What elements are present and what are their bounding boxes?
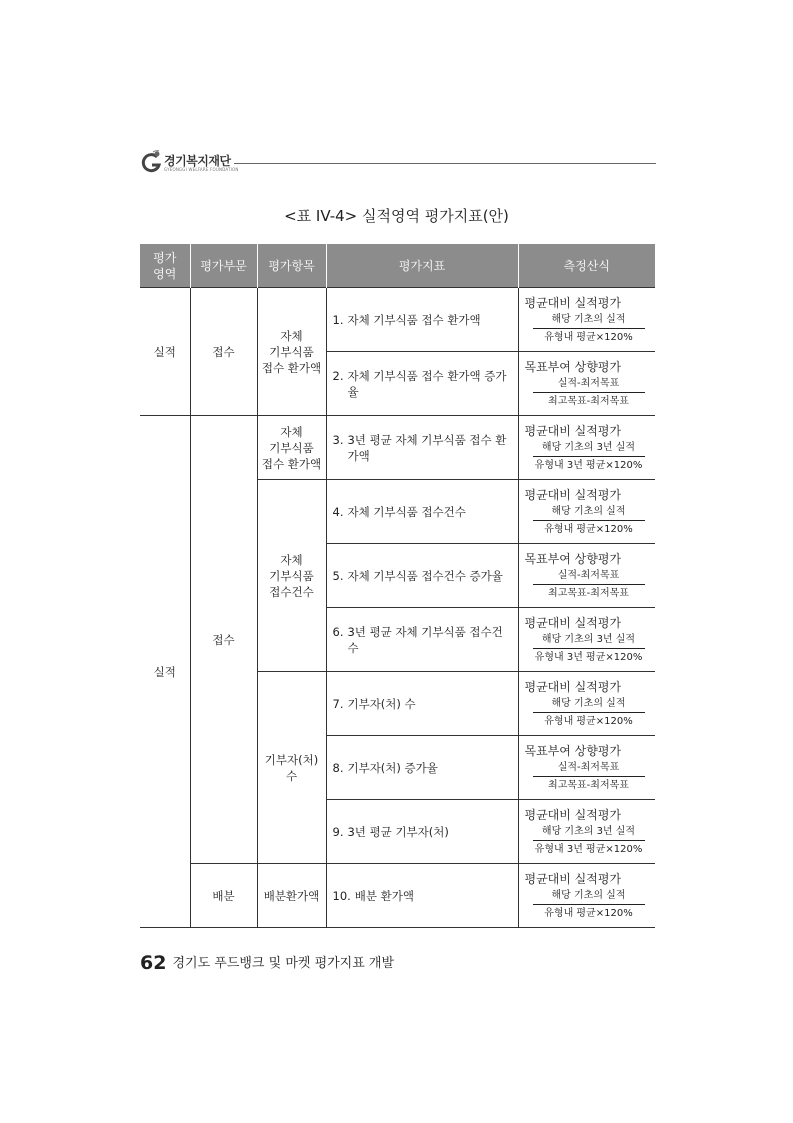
formula-denominator: 유형내 평균×120% xyxy=(544,908,633,919)
formula-numerator: 실적-최저목표 xyxy=(533,569,645,585)
indicator-cell xyxy=(326,736,518,800)
item-cell: 자체 기부식품 접수 환가액 xyxy=(257,416,326,480)
formula-numerator: 해당 기초의 실적 xyxy=(533,697,645,713)
formula-cell xyxy=(518,864,655,928)
header-area: 평가 영역 xyxy=(140,244,190,288)
formula-fraction xyxy=(533,569,645,600)
indicator-cell xyxy=(326,544,518,608)
indicator-text: 3년 평균 기부자(처) xyxy=(347,824,449,839)
indicator-number: 9. xyxy=(332,824,344,839)
indicator-number: 4. xyxy=(332,504,344,519)
header-item: 평가항목 xyxy=(257,244,326,288)
formula-method: 평균대비 실적평가 xyxy=(524,424,622,438)
formula-fraction xyxy=(533,761,645,792)
formula-fraction xyxy=(533,633,645,664)
formula-fraction xyxy=(533,697,645,728)
formula-denominator: 유형내 평균×120% xyxy=(544,524,633,535)
table-header-row xyxy=(140,244,655,288)
table-title: <표 IV-4> 실적영역 평가지표(안) xyxy=(284,207,509,225)
header-formula: 측정산식 xyxy=(518,244,655,288)
formula-cell xyxy=(518,544,655,608)
page-number: 62 xyxy=(140,952,167,974)
section-cell: 접수 xyxy=(190,416,257,864)
formula-numerator: 해당 기초의 실적 xyxy=(533,313,645,329)
indicator-text: 배분 환가액 xyxy=(354,888,414,903)
formula-denominator: 최고목표-최저목표 xyxy=(548,396,629,407)
page-header xyxy=(140,150,656,178)
formula-numerator: 실적-최저목표 xyxy=(533,761,645,777)
formula-method: 평균대비 실적평가 xyxy=(524,296,622,310)
formula-fraction xyxy=(533,377,645,408)
item-cell: 자체 기부식품 접수건수 xyxy=(257,480,326,672)
item-cell: 배분환가액 xyxy=(257,864,326,928)
indicator-cell xyxy=(326,480,518,544)
formula-denominator: 유형내 3년 평균×120% xyxy=(534,844,643,855)
formula-method: 평균대비 실적평가 xyxy=(524,808,622,822)
indicator-number: 3. xyxy=(332,432,344,447)
formula-cell xyxy=(518,736,655,800)
formula-cell xyxy=(518,480,655,544)
indicator-text: 자체 기부식품 접수건수 증가율 xyxy=(347,568,503,583)
formula-numerator: 해당 기초의 실적 xyxy=(533,505,645,521)
book-title: 경기도 푸드뱅크 및 마켓 평가지표 개발 xyxy=(172,956,395,971)
formula-cell xyxy=(518,672,655,736)
evaluation-table xyxy=(140,244,655,928)
formula-numerator: 해당 기초의 3년 실적 xyxy=(533,633,645,649)
indicator-text: 3년 평균 자체 기부식품 접수 환가액 xyxy=(347,432,507,463)
formula-fraction xyxy=(533,889,645,920)
formula-denominator: 유형내 3년 평균×120% xyxy=(534,460,643,471)
indicator-cell xyxy=(326,288,518,352)
formula-numerator: 실적-최저목표 xyxy=(533,377,645,393)
area-cell: 실적 xyxy=(140,416,190,928)
org-subtitle: GYEONGGI WELFARE FOUNDATION xyxy=(164,167,239,172)
header-indicator: 평가지표 xyxy=(326,244,518,288)
formula-fraction xyxy=(533,825,645,856)
formula-cell xyxy=(518,416,655,480)
indicator-number: 8. xyxy=(332,760,344,775)
indicator-number: 7. xyxy=(332,696,344,711)
section-cell: 배분 xyxy=(190,864,257,928)
org-name: 경기복지재단 xyxy=(164,154,231,168)
formula-numerator: 해당 기초의 실적 xyxy=(533,889,645,905)
formula-method: 평균대비 실적평가 xyxy=(524,616,622,630)
indicator-text: 자체 기부식품 접수 환가액 xyxy=(347,312,481,327)
table-row xyxy=(140,416,655,480)
formula-denominator: 유형내 3년 평균×120% xyxy=(534,652,643,663)
formula-method: 목표부여 상향평가 xyxy=(524,744,622,758)
formula-method: 목표부여 상향평가 xyxy=(524,552,622,566)
formula-numerator: 해당 기초의 3년 실적 xyxy=(533,825,645,841)
formula-numerator: 해당 기초의 3년 실적 xyxy=(533,441,645,457)
formula-fraction xyxy=(533,505,645,536)
formula-method: 목표부여 상향평가 xyxy=(524,360,622,374)
formula-fraction xyxy=(533,441,645,472)
area-cell: 실적 xyxy=(140,288,190,416)
table-row xyxy=(140,288,655,352)
foundation-logo-icon xyxy=(140,150,162,174)
indicator-cell xyxy=(326,416,518,480)
formula-method: 평균대비 실적평가 xyxy=(524,872,622,886)
indicator-number: 1. xyxy=(332,312,344,327)
section-cell: 접수 xyxy=(190,288,257,416)
indicator-cell xyxy=(326,672,518,736)
indicator-number: 5. xyxy=(332,568,344,583)
formula-cell xyxy=(518,800,655,864)
indicator-cell xyxy=(326,864,518,928)
formula-denominator: 최고목표-최저목표 xyxy=(548,780,629,791)
indicator-text: 기부자(처) 수 xyxy=(347,696,416,711)
indicator-text: 자체 기부식품 접수 환가액 증가율 xyxy=(347,368,507,399)
header-section: 평가부문 xyxy=(190,244,257,288)
formula-denominator: 유형내 평균×120% xyxy=(544,716,633,727)
item-cell: 기부자(처) 수 xyxy=(257,672,326,864)
table-row xyxy=(140,864,655,928)
indicator-number: 10. xyxy=(332,888,351,903)
indicator-text: 자체 기부식품 접수건수 xyxy=(347,504,466,519)
indicator-text: 기부자(처) 증가율 xyxy=(347,760,438,775)
formula-cell xyxy=(518,288,655,352)
item-cell: 자체 기부식품 접수 환가액 xyxy=(257,288,326,416)
formula-cell xyxy=(518,352,655,416)
indicator-cell xyxy=(326,800,518,864)
header-divider xyxy=(234,163,656,164)
formula-denominator: 유형내 평균×120% xyxy=(544,332,633,343)
indicator-cell xyxy=(326,352,518,416)
indicator-cell xyxy=(326,608,518,672)
formula-denominator: 최고목표-최저목표 xyxy=(548,588,629,599)
formula-fraction xyxy=(533,313,645,344)
formula-method: 평균대비 실적평가 xyxy=(524,488,622,502)
indicator-number: 2. xyxy=(332,368,344,383)
page-footer xyxy=(140,952,394,974)
formula-cell xyxy=(518,608,655,672)
indicator-number: 6. xyxy=(332,624,344,639)
formula-method: 평균대비 실적평가 xyxy=(524,680,622,694)
indicator-text: 3년 평균 자체 기부식품 접수건수 xyxy=(347,624,503,655)
